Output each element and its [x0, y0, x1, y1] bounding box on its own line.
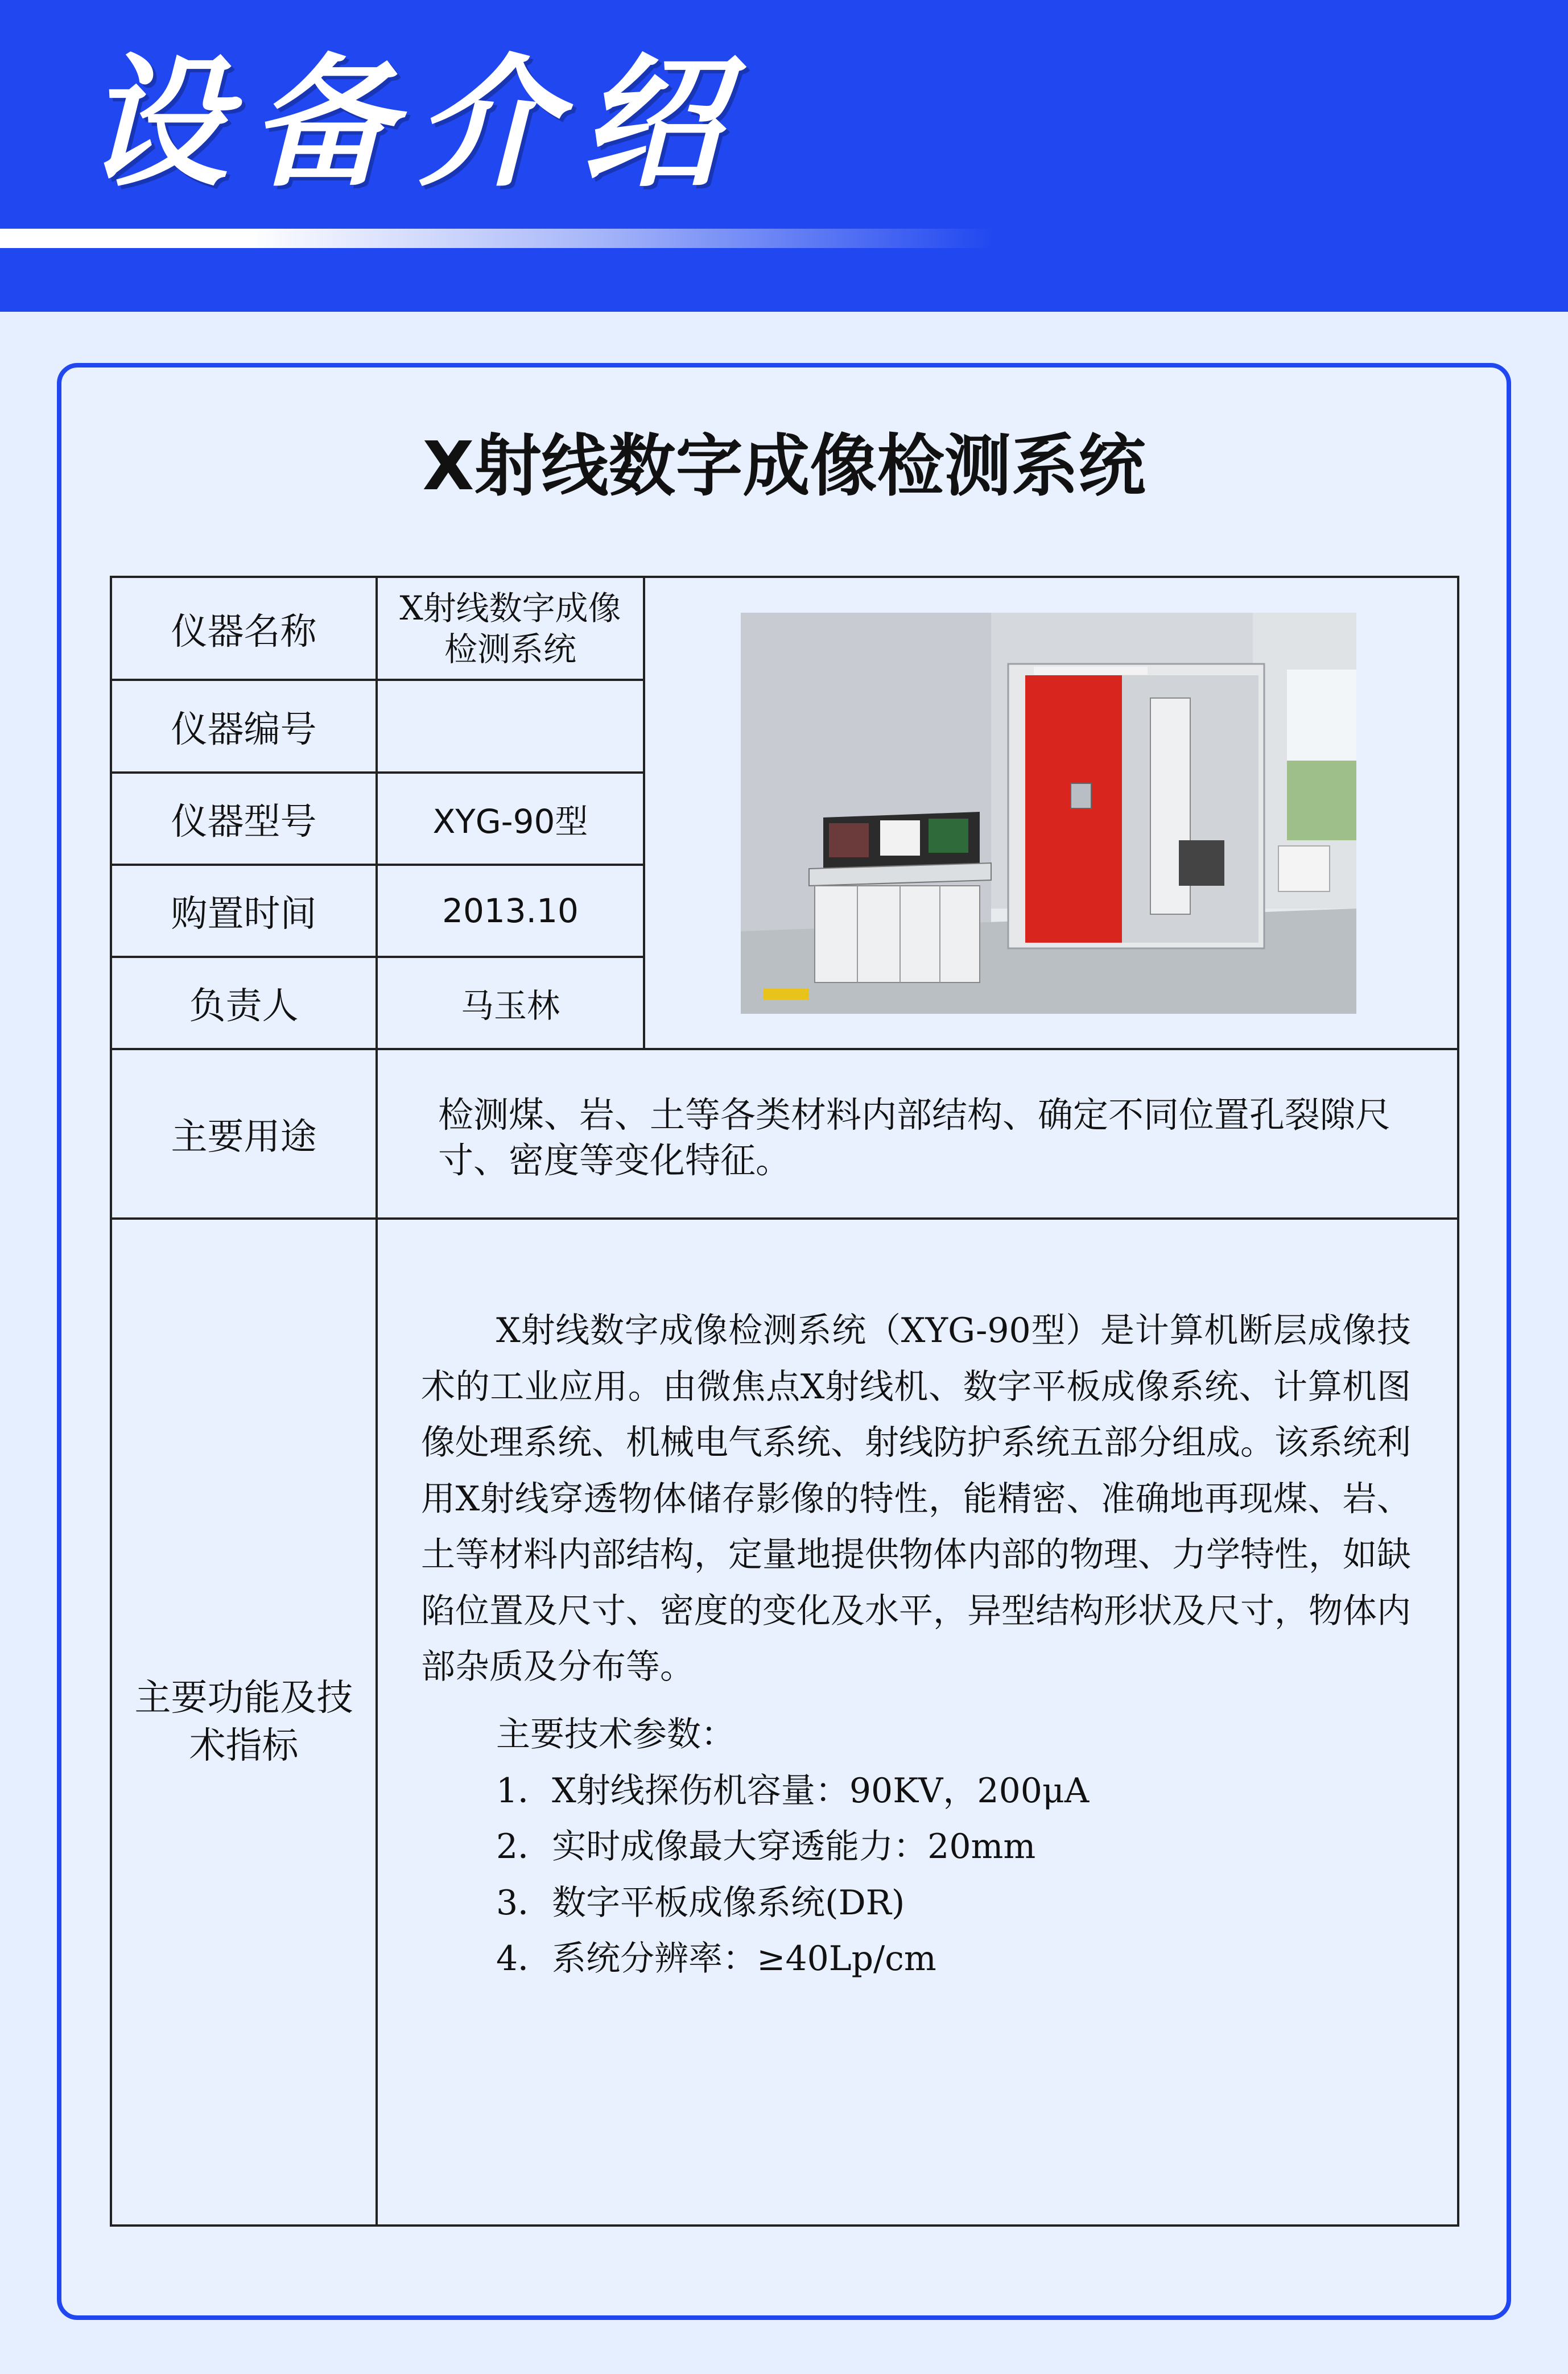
value-instrument-model: XYG-90型 [432, 802, 588, 841]
value-instrument-name-text: X射线数字成像检测系统 [399, 588, 621, 668]
document-title: X射线数字成像检测系统 [422, 427, 1146, 505]
header-title: 设备介绍 [85, 39, 745, 206]
equipment-photo [741, 613, 1356, 1014]
label-instrument-model: 仪器型号 [171, 801, 317, 843]
equipment-illustration [741, 613, 1356, 1014]
param-item: 4．系统分辨率：≥40Lp/cm [496, 1939, 936, 1979]
label-main-functions [112, 1220, 376, 2224]
value-instrument-name [378, 578, 643, 679]
header-stripe [0, 229, 996, 248]
functions-description-text: X射线数字成像检测系统（XYG-90型）是计算机断层成像技术的工业应用。由微焦点X射线机、数字平板成像系统、计算机图像处理系统、机械电气系统、射线防护系统五部分组成。该系统利用X射线穿透物体储存影像的特性，能精密、准确地再现煤、岩、土等材料内部结构，定量地提供物体内部的物理、力学特性，如缺陷位置及尺寸、密度的变化及水平，异型结构形状及尺寸，物体内部杂质及分布等。 [421, 1311, 1411, 1687]
value-responsible-person: 马玉林 [460, 986, 560, 1025]
label-main-usage: 主要用途 [171, 1116, 317, 1158]
param-item: 1．X射线探伤机容量：90KV，200μA [496, 1770, 1090, 1811]
value-purchase-time: 2013.10 [442, 891, 579, 930]
value-instrument-number [378, 681, 643, 771]
technical-parameters [496, 1707, 1406, 1987]
label-purchase-time: 购置时间 [171, 893, 317, 935]
label-main-functions-text: 主要功能及技术指标 [134, 1677, 353, 1767]
table-divider [643, 576, 645, 1050]
label-instrument-name: 仪器名称 [171, 610, 317, 653]
label-instrument-number: 仪器编号 [171, 708, 317, 751]
params-title: 主要技术参数： [496, 1715, 735, 1754]
value-main-usage: 检测煤、岩、土等各类材料内部结构、确定不同位置孔裂隙尺寸、密度等变化特征。 [438, 1094, 1391, 1181]
label-responsible-person: 负责人 [189, 985, 299, 1027]
param-item: 2．实时成像最大穿透能力：20mm [496, 1827, 1036, 1867]
param-item: 3．数字平板成像系统(DR) [496, 1882, 905, 1923]
functions-description [421, 1303, 1411, 1695]
header-banner [0, 0, 1568, 312]
